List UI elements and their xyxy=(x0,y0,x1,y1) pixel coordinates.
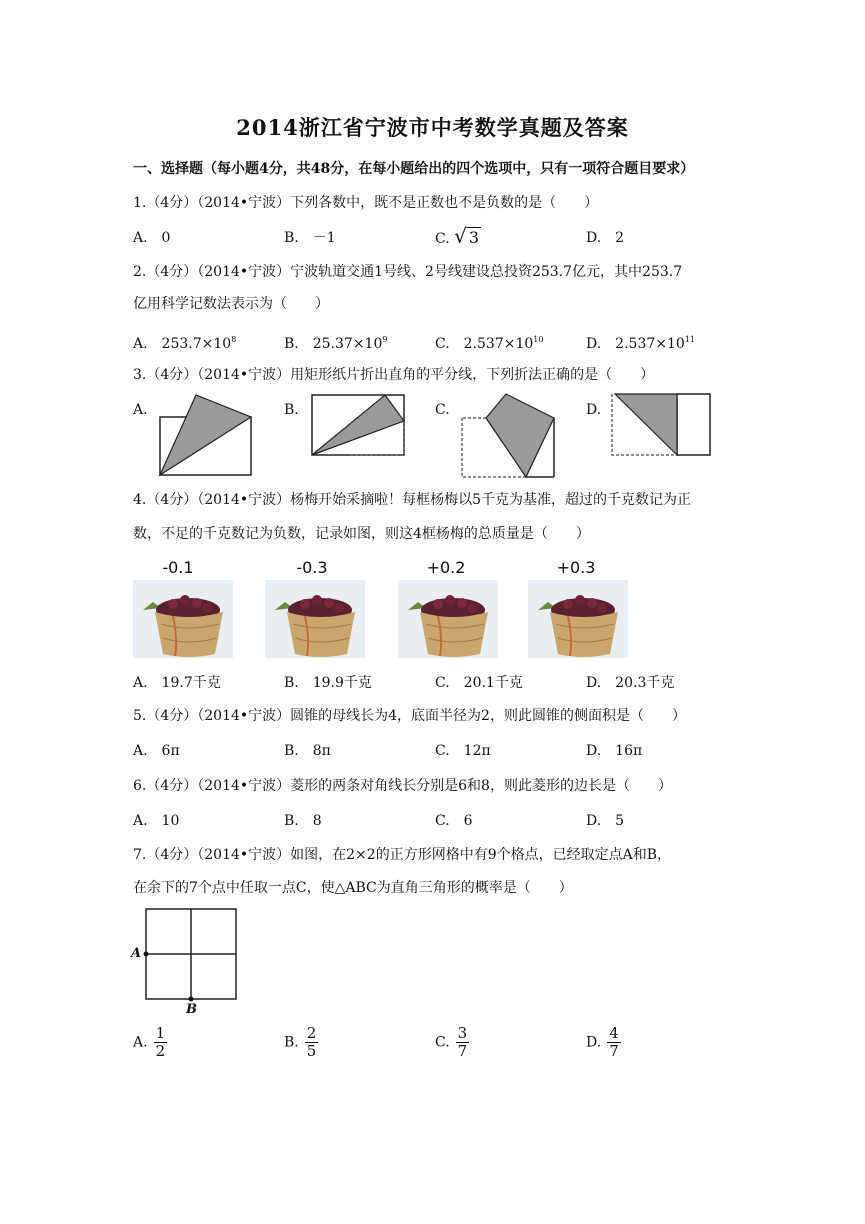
q3-figure-c xyxy=(455,390,565,480)
q1-option-c xyxy=(435,226,481,249)
q5-option-c: C. 12π xyxy=(435,743,491,759)
q1-option-c-letter: C. xyxy=(435,231,450,247)
q2-option-b-exp: 9 xyxy=(382,335,388,344)
bayberry-basket-image-2 xyxy=(265,580,365,658)
q7-option-b-fraction xyxy=(305,1025,319,1060)
q7-d-numerator: 4 xyxy=(609,1024,619,1042)
question-2-line-1: 2.（4分）（2014•宁波）宁波轨道交通1号线、2号线建设总投资253.7亿元，其中253.7 xyxy=(133,264,683,280)
q5-option-b: B. 8π xyxy=(284,743,331,759)
q7-a-numerator: 1 xyxy=(155,1024,166,1042)
q5-option-d: D. 16π xyxy=(586,743,643,759)
basket-label-3: +0.2 xyxy=(426,558,466,577)
question-2-line-2: 亿用科学记数法表示为（ ） xyxy=(133,296,329,312)
q1-option-d: D. 2 xyxy=(586,230,625,246)
q7-option-c xyxy=(435,1025,469,1060)
q7-option-a-fraction xyxy=(154,1025,168,1060)
q7-option-c-letter: C. xyxy=(435,1034,450,1051)
question-5: 5.（4分）（2014•宁波）圆锥的母线长为4，底面半径为2，则此圆锥的侧面积是（ ） xyxy=(133,708,686,724)
q7-a-denominator: 2 xyxy=(155,1042,166,1060)
q7-option-b xyxy=(284,1025,318,1060)
question-3: 3.（4分）（2014•宁波）用矩形纸片折出直角的平分线，下列折法正确的是（ ） xyxy=(133,367,655,383)
q3-figure-d xyxy=(605,390,715,460)
basket-label-1: -0.1 xyxy=(162,558,194,577)
q2-option-b xyxy=(284,330,387,354)
question-1: 1.（4分）（2014•宁波）下列各数中，既不是正数也不是负数的是（ ） xyxy=(133,195,599,211)
basket-label-2: -0.3 xyxy=(296,558,328,577)
bayberry-basket-image-4 xyxy=(528,580,628,658)
question-7-line-1: 7.（4分）（2014•宁波）如图，在2×2的正方形网格中有9个格点，已经取定点A和B， xyxy=(133,847,672,863)
q7-d-denominator: 7 xyxy=(609,1042,619,1060)
q2-option-a-exp: 8 xyxy=(231,335,237,344)
q2-option-a-text: A. 253.7×10 xyxy=(133,336,232,352)
q4-option-b: B. 19.9千克 xyxy=(284,675,372,691)
question-4-line-1: 4.（4分）（2014•宁波）杨梅开始采摘啦！每框杨梅以5千克为基准，超过的千克数记为正 xyxy=(133,492,692,508)
point-a-label: A xyxy=(131,946,142,961)
q6-option-c: C. 6 xyxy=(435,813,473,829)
basket-label-4: +0.3 xyxy=(556,558,596,577)
bayberry-basket-image-1 xyxy=(133,580,233,658)
q7-option-d xyxy=(586,1025,621,1060)
q7-b-denominator: 5 xyxy=(306,1042,317,1060)
q3-figure-b xyxy=(305,390,415,460)
q4-option-a: A. 19.7千克 xyxy=(133,675,221,691)
q6-option-a: A. 10 xyxy=(133,813,180,829)
question-6: 6.（4分）（2014•宁波）菱形的两条对角线长分别是6和8，则此菱形的边长是（ ） xyxy=(133,778,672,794)
q7-option-a-letter: A. xyxy=(133,1034,148,1051)
q7-b-numerator: 2 xyxy=(306,1024,317,1042)
q7-option-d-fraction xyxy=(607,1025,621,1060)
q2-option-c-exp: 10 xyxy=(533,335,544,344)
q2-option-d-text: D. 2.537×10 xyxy=(586,336,685,352)
page-title: 2014浙江省宁波市中考数学真题及答案 xyxy=(236,115,629,140)
q4-option-d: D. 20.3千克 xyxy=(586,675,675,691)
section-heading: 一、选择题（每小题4分，共48分，在每小题给出的四个选项中，只有一项符合题目要求） xyxy=(133,161,695,177)
q1-option-b: B. －1 xyxy=(284,230,336,246)
q3-option-c: C. xyxy=(435,402,450,418)
point-a-dot xyxy=(144,952,149,957)
point-b-label: B xyxy=(186,1002,197,1017)
bayberry-basket-image-3 xyxy=(398,580,498,658)
q6-option-d: D. 5 xyxy=(586,813,625,829)
question-7-line-2: 在余下的7个点中任取一点C，使△ABC为直角三角形的概率是（ ） xyxy=(133,880,573,896)
q3-figure-a xyxy=(150,390,260,480)
q7-c-numerator: 3 xyxy=(457,1024,468,1042)
q7-option-d-letter: D. xyxy=(586,1034,602,1051)
q7-option-a xyxy=(133,1025,167,1060)
q2-option-c-text: C. 2.537×10 xyxy=(435,336,534,352)
q3-option-d: D. xyxy=(586,402,602,418)
q2-option-c xyxy=(435,330,543,354)
q2-option-b-text: B. 25.37×10 xyxy=(284,336,383,352)
q2-option-a xyxy=(133,330,236,354)
q7-c-denominator: 7 xyxy=(457,1042,468,1060)
q7-option-b-letter: B. xyxy=(284,1034,299,1051)
q3-option-a: A. xyxy=(133,402,148,418)
sqrt-icon: √ xyxy=(454,224,467,248)
q1-sqrt-value: 3 xyxy=(468,228,480,247)
q2-option-d xyxy=(586,330,695,354)
q4-option-c: C. 20.1千克 xyxy=(435,675,523,691)
point-b-dot xyxy=(189,997,194,1002)
q3-option-b: B. xyxy=(284,402,299,418)
q2-option-d-exp: 11 xyxy=(684,335,695,344)
q1-option-a: A. 0 xyxy=(133,230,171,246)
q5-option-a: A. 6π xyxy=(133,743,180,759)
question-4-line-2: 数，不足的千克数记为负数，记录如图，则这4框杨梅的总质量是（ ） xyxy=(133,526,590,542)
q6-option-b: B. 8 xyxy=(284,813,322,829)
q7-option-c-fraction xyxy=(456,1025,470,1060)
